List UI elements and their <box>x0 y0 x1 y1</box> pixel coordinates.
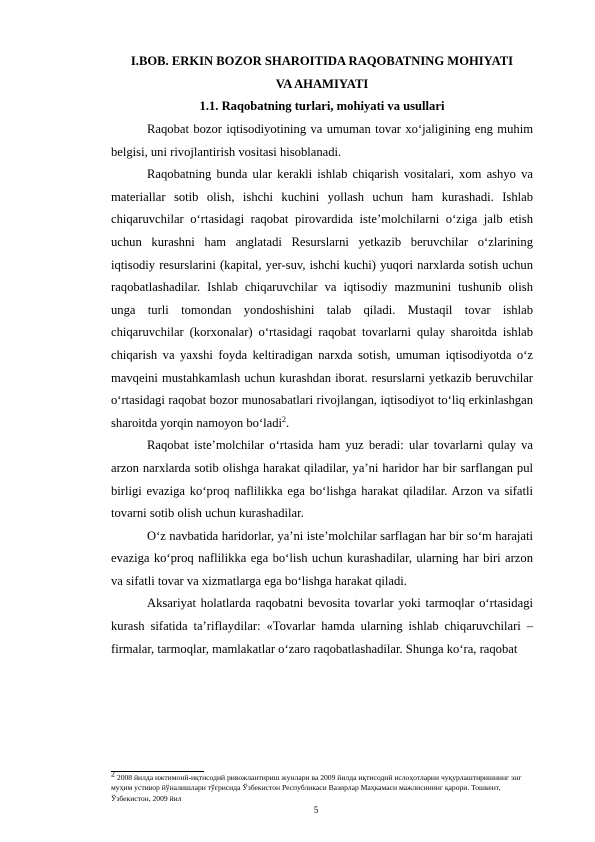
paragraph: Raqobat bozor iqtisodiyotining va umuman tovar xo‘jaligining eng muhim belgisi, uni rivojlantirish vositasi hisoblanadi. <box>111 122 533 159</box>
paragraph: O‘z navbatida haridorlar, ya’ni iste’molchilar sarflagan har bir so‘m harajati evaziga ko‘proq naflilikka ega bo‘lish uchun kurashadilar, ularning har biri arzon va sifatli tovar va xizmatlarga ega bo‘lishga harakat qiladi. <box>111 528 533 588</box>
footnote-marker: 2 <box>111 769 115 779</box>
section-title: 1.1. Raqobatning turlari, mohiyati va usullari <box>199 99 445 113</box>
chapter-title <box>111 50 533 95</box>
page-number: 5 <box>313 805 319 815</box>
footnote-reference: 2 <box>282 414 287 424</box>
body-text <box>111 118 533 660</box>
footnote-separator <box>111 771 204 772</box>
chapter-title-line-2: VA AHAMIYATI <box>275 76 369 91</box>
paragraph: Aksariyat holatlarda raqobatni bevosita tovarlar yoki tarmoqlar o‘rtasidagi kurash sifatida ta’riflaydilar: «Tovarlar hamda ularning ishlab chiqaruvchilari – firmalar, tarmoqlar, mamlakatlar o‘zaro raqobatlashadilar. Shunga ko‘ra, raqobat <box>111 596 533 656</box>
paragraph: Raqobat iste’molchilar o‘rtasida ham yuz beradi: ular tovarlarni qulay va arzon narxlarda sotib olishga harakat qiladilar, ya’ni haridor har bir sarflangan pul birligi evaziga ko‘proq naflilikka ega bo‘lishga harakat qiladilar. Arzon va sifatli tovarni sotib olish uchun kurashadilar. <box>111 438 533 521</box>
chapter-title-line-1: I.BOB. ERKIN BOZOR SHAROITIDA RAQOBATNING MOHIYATI <box>130 54 514 68</box>
footnote <box>111 769 533 804</box>
footnote-text: 2008 йилда ижтимоий-иқтисодий ривожлантириш жунлари ва 2009 йилда иқтисодий ислоҳотларни чуқурлаштиришнинг энг муҳим устивор йўналишлари тўғрисида Ўзбекистон Республикаси Вазирлар Маҳкамаси мажлисининг қарори. Тошкент, Ўзбекистон, 2009 йил <box>111 773 522 803</box>
paragraph-end-punctuation: . <box>286 415 290 430</box>
paragraph-with-footnote <box>111 163 533 434</box>
paragraph-text: Raqobatning bunda ular kerakli ishlab chiqarish vositalari, xom ashyo va materiallar sotib olish, ishchi kuchini yollash uchun ham kurashadi. Ishlab chiqaruvchilar o‘rtasidagi raqobat pirovardida iste’molchilarni o‘ziga jalb etish uchun kurashni ham anglatadi Resurslarni yetkazib beruvchilar o‘zlarining iqtisodiy resurslarini (kapital, yer-suv, ishchi kuchi) yuqori narxlarda sotish uchun raqobatlashadilar. Ishlab chiqaruvchilar va iqtisodiy mazmunini tushunib olish unga turli tomondan yondoshishini talab qiladi. Mustaqil tovar ishlab chiqaruvchilar (korxonalar) o‘rtasidagi raqobat tovarlarni qulay sharoitda ishlab chiqarish va yaxshi foyda keltiradigan narxda sotish, umuman iqtisodiyotda o‘z mavqeini mustahkamlash uchun kurashdan iborat. resurslarni yetkazib beruvchilar o‘rtasidagi raqobat bozor munosabatlari rivojlangan, iqtisodiyot to‘liq erkinlashgan sharoitda yorqin namoyon bo‘ladi <box>111 167 533 430</box>
